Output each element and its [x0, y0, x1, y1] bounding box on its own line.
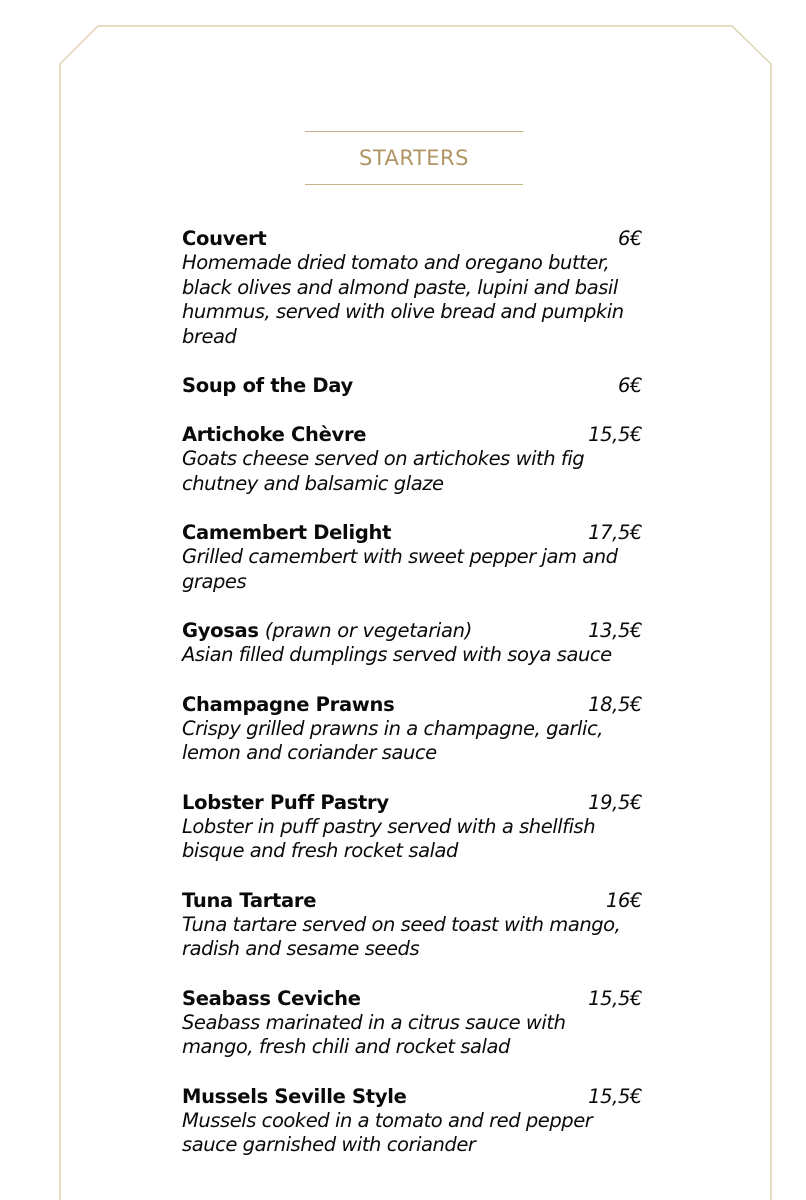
menu-item-name: Couvert — [182, 227, 267, 250]
menu-item-description: Mussels cooked in a tomato and red pepper sauce garnished with coriander — [182, 1108, 593, 1156]
menu-item — [182, 618, 642, 668]
menu-item-price: 13,5€ — [588, 619, 642, 642]
menu-item — [182, 888, 642, 962]
section-heading — [305, 131, 523, 186]
menu-item-description: Asian filled dumplings served with soya sauce — [182, 643, 612, 666]
menu-item-description: Tuna tartare served on seed toast with mango, radish and sesame seeds — [182, 912, 621, 960]
menu-item-header — [182, 1084, 642, 1109]
menu-item-header — [182, 520, 642, 545]
menu-item-description: Grilled camembert with sweet pepper jam and grapes — [182, 545, 618, 593]
menu-item-name: Soup of the Day — [182, 374, 353, 397]
menu-item-name: Tuna Tartare — [182, 888, 317, 912]
section-title: STARTERS — [359, 146, 469, 170]
menu-list — [182, 226, 642, 1182]
menu-item-description: Goats cheese served on artichokes with fig chutney and balsamic glaze — [182, 447, 585, 495]
menu-item-header — [182, 790, 642, 815]
menu-item-header — [182, 692, 642, 717]
menu-item — [182, 692, 642, 766]
menu-item-name: Artichoke Chèvre — [182, 423, 367, 446]
menu-item-header — [182, 373, 642, 398]
menu-item-price: 18,5€ — [588, 692, 642, 716]
menu-item-price: 6€ — [617, 374, 642, 397]
menu-item-header — [182, 226, 642, 251]
menu-item-description: Crispy grilled prawns in a champagne, garlic, lemon and coriander sauce — [182, 716, 604, 764]
menu-item-name: Gyosas — [182, 619, 259, 642]
menu-item-name: Mussels Seville Style — [182, 1084, 407, 1108]
menu-item — [182, 986, 642, 1060]
menu-item — [182, 226, 642, 349]
menu-item-name: Camembert Delight — [182, 521, 392, 544]
menu-item-description: Lobster in puff pastry served with a shellfish bisque and fresh rocket salad — [182, 814, 596, 862]
menu-item-header — [182, 986, 642, 1011]
menu-item-note: (prawn or vegetarian) — [264, 619, 473, 642]
menu-item-price: 6€ — [617, 227, 642, 250]
menu-item-header — [182, 888, 642, 913]
menu-item-price: 15,5€ — [588, 1084, 642, 1108]
menu-item-price: 15,5€ — [588, 423, 642, 446]
menu-item — [182, 1084, 642, 1158]
menu-item-price: 19,5€ — [588, 790, 642, 814]
menu-item-price: 17,5€ — [588, 521, 642, 544]
heading-rule-bottom — [305, 184, 523, 185]
menu-item-name: Champagne Prawns — [182, 692, 395, 716]
heading-rule-top — [305, 131, 523, 132]
menu-item — [182, 373, 642, 398]
menu-item — [182, 422, 642, 496]
menu-item — [182, 520, 642, 594]
menu-item-price: 15,5€ — [588, 986, 642, 1010]
menu-item-header — [182, 422, 642, 447]
menu-item-name: Lobster Puff Pastry — [182, 790, 389, 814]
menu-item-header — [182, 618, 642, 643]
menu-item — [182, 790, 642, 864]
menu-item-description: Seabass marinated in a citrus sauce with mango, fresh chili and rocket salad — [182, 1010, 566, 1058]
menu-item-description: Homemade dried tomato and oregano butter, black olives and almond paste, lupini and basil hummus, served with olive bread and pumpkin bread — [182, 251, 624, 348]
menu-item-price: 16€ — [605, 888, 642, 912]
menu-item-name: Seabass Ceviche — [182, 986, 361, 1010]
